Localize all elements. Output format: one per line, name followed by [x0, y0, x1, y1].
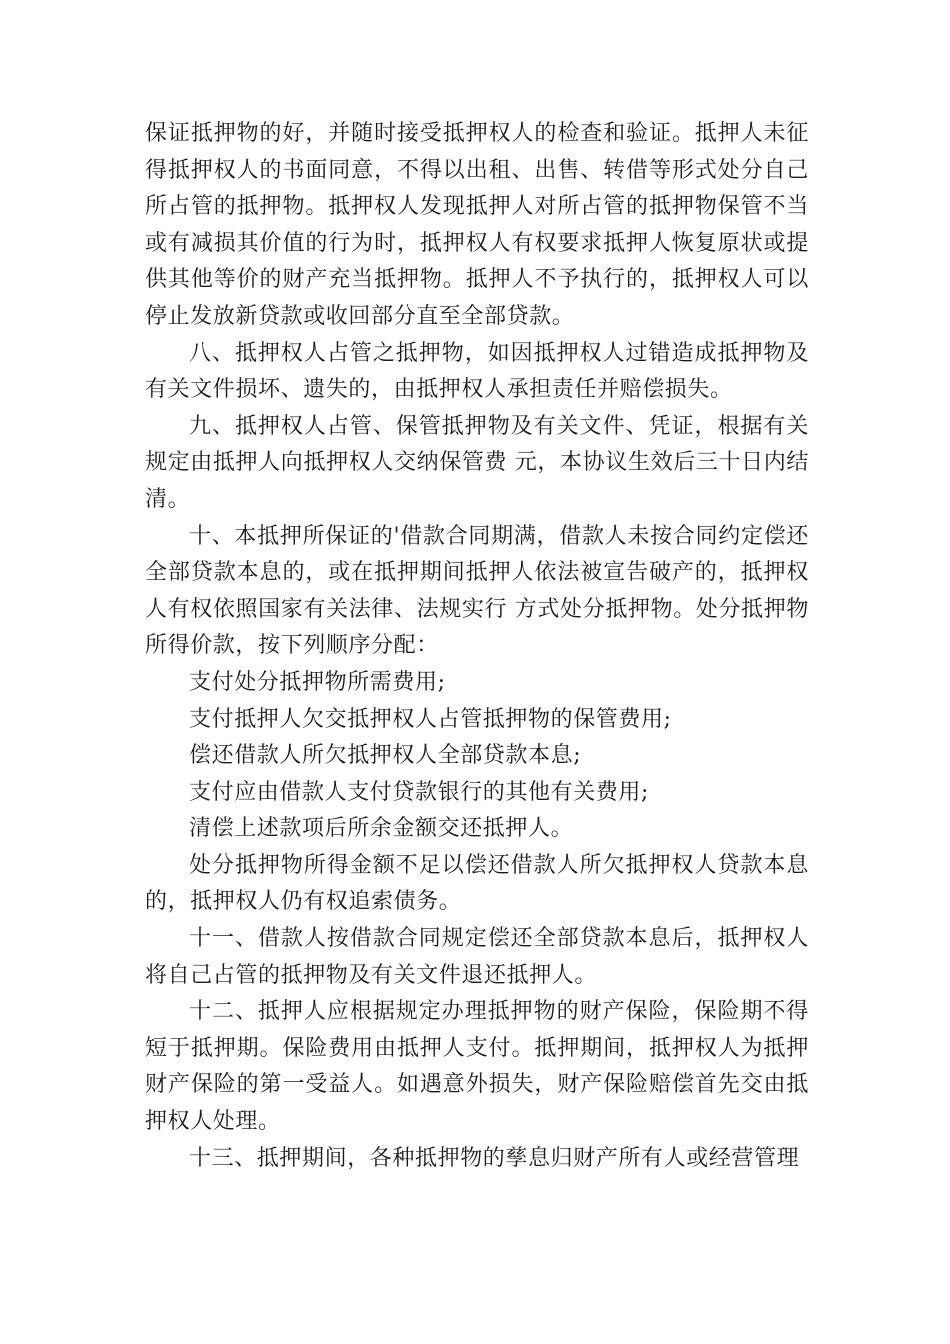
clause-10: 十、本抵押所保证的'借款合同期满，借款人未按合同约定偿还全部贷款本息的，或在抵押期间抵押人依法被宣告破产的，抵押权人有权依照国家有关法律、法规实行 方式处分抵押物。处分抵押物所得价款，按下列顺序分配： — [145, 523, 809, 659]
clause-10-item-3: 偿还借款人所欠抵押权人全部贷款本息; — [189, 743, 582, 769]
clause-10-item-2: 支付抵押人欠交抵押权人占管抵押物的保管费用; — [189, 706, 672, 732]
paragraph-continued: 保证抵押物的好，并随时接受抵押权人的检查和验证。抵押人未征得抵押权人的书面同意，不得以出租、出售、转借等形式处分自己所占管的抵押物。抵押权人发现抵押人对所占管的抵押物保管不当或有减损其价值的行为时，抵押权人有权要求抵押人恢复原状或提供其他等价的财产充当抵押物。抵押人不予执行的，抵押权人可以停止发放新贷款或收回部分直至全部贷款。 — [145, 121, 809, 329]
clause-8: 八、抵押权人占管之抵押物，如因抵押权人过错造成抵押物及有关文件损坏、遗失的，由抵押权人承担责任并赔偿损失。 — [145, 340, 809, 403]
clause-10-item-5: 清偿上述款项后所余金额交还抵押人。 — [189, 816, 574, 842]
clause-10-item-1: 支付处分抵押物所需费用; — [189, 669, 446, 695]
clause-9: 九、抵押权人占管、保管抵押物及有关文件、凭证，根据有关规定由抵押人向抵押权人交纳保管费 元，本协议生效后三十日内结清。 — [145, 413, 809, 512]
clause-13: 十三、抵押期间，各种抵押物的孳息归财产所有人或经营管理 — [189, 1145, 800, 1171]
clause-11: 十一、借款人按借款合同规定偿还全部贷款本息后，抵押权人将自己占管的抵押物及有关文件退还抵押人。 — [145, 926, 809, 988]
clause-10-tail: 处分抵押物所得金额不足以偿还借款人所欠抵押权人贷款本息的，抵押权人仍有权追索债务。 — [145, 852, 809, 915]
document-body — [145, 116, 809, 1177]
clause-12: 十二、抵押人应根据规定办理抵押物的财产保险，保险期不得短于抵押期。保险费用由抵押人支付。抵押期间，抵押权人为抵押财产保险的第一受益人。如遇意外损失，财产保险赔偿首先交由抵押权人处理。 — [145, 999, 809, 1135]
clause-10-item-4: 支付应由借款人支付贷款银行的其他有关费用; — [189, 779, 650, 805]
